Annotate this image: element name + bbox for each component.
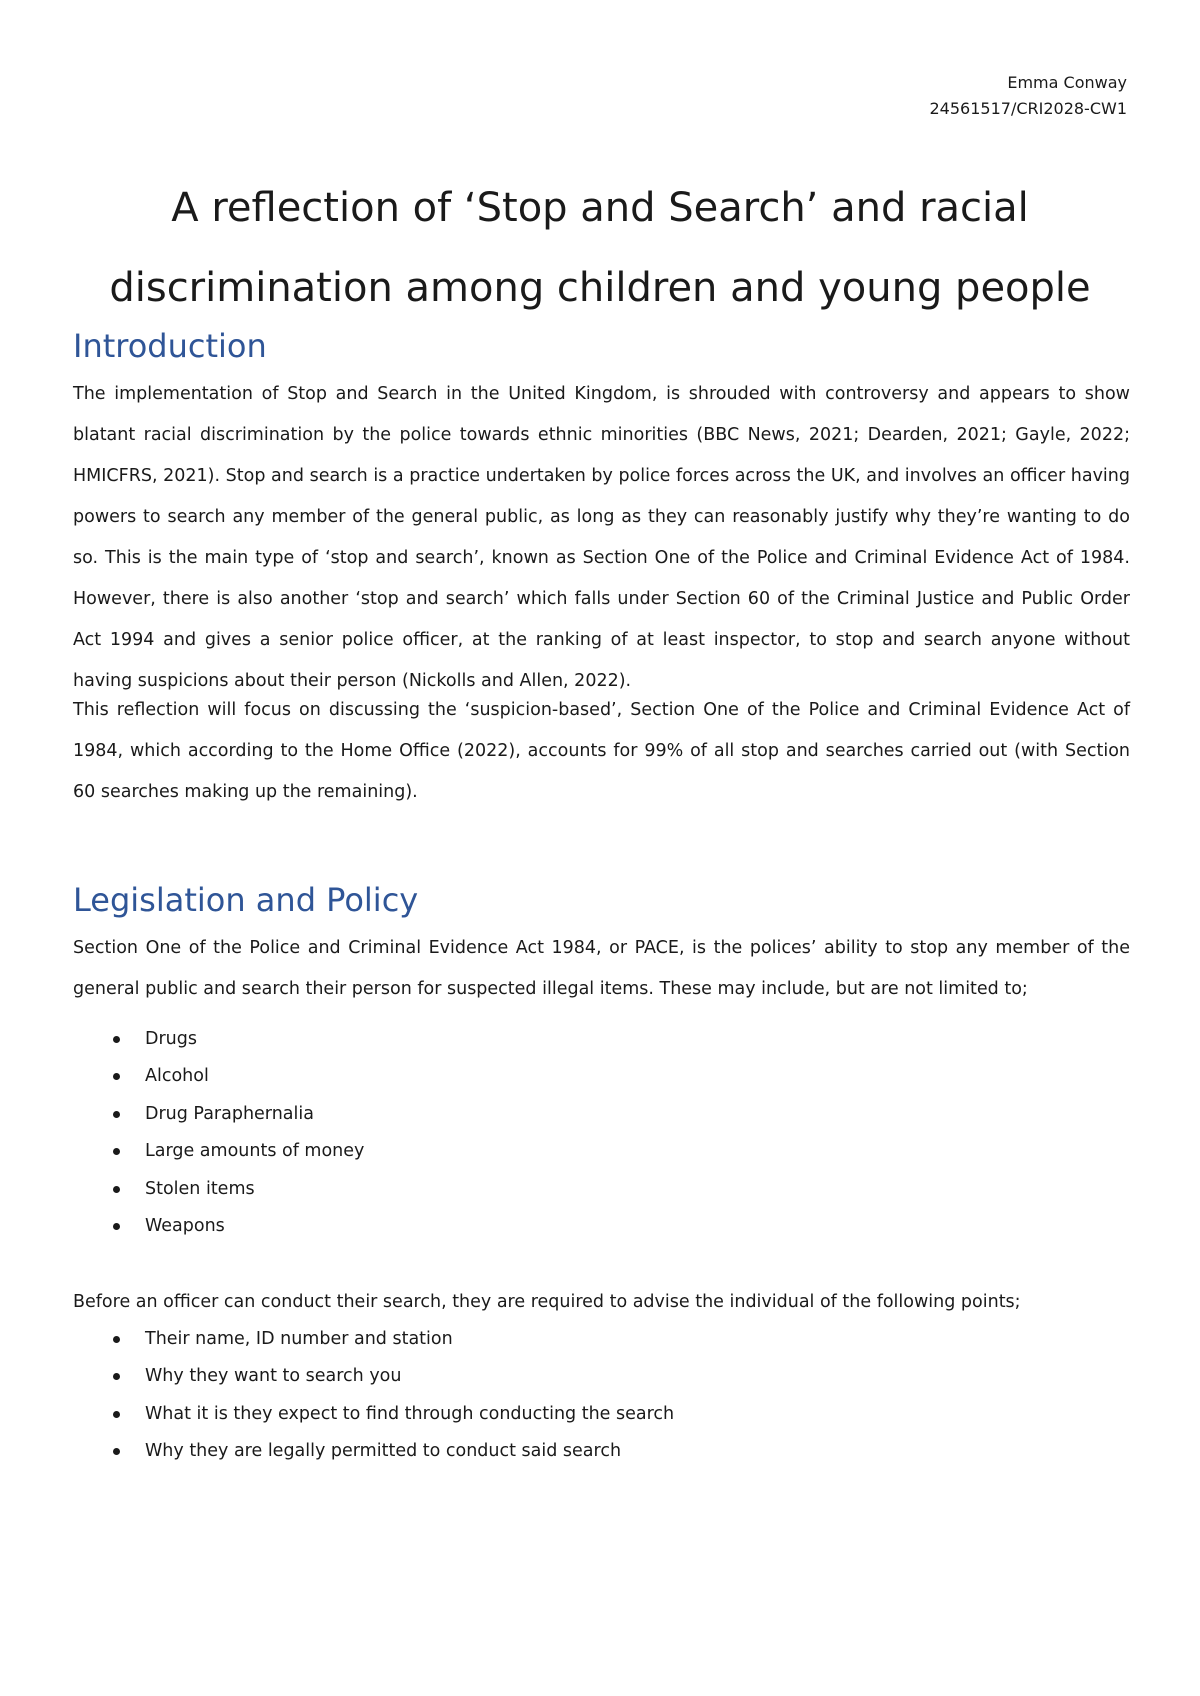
list-item: Stolen items [73, 1177, 255, 1201]
bullet-icon [113, 1411, 120, 1418]
introduction-paragraph-1: The implementation of Stop and Search in the United Kingdom, is shrouded with controversy and appears to show blatant racial discrimination by the police towards ethnic minorities (BBC News, 2021; Dearden, 2021; Gayle, 2022; HMICFRS, 2021). Stop and search is a practice undertaken by police forces across the UK, and involves an officer having powers to search any member of the general public, as long as they can reasonably justify why they’re wanting to do so. This is the main type of ‘stop and search’, known as Section One of the Police and Criminal Evidence Act of 1984. However, there is also another ‘stop and search’ which falls under Section 60 of the Criminal Justice and Public Order Act 1994 and gives a senior police officer, at the ranking of at least inspector, to stop and search anyone without having suspicions about their person (Nickolls and Allen, 2022). [73, 384, 1130, 691]
list-item: Why they are legally permitted to conduct said search [73, 1439, 621, 1463]
bullet-icon [113, 1148, 120, 1155]
bullet-icon [113, 1223, 120, 1230]
document-header [930, 70, 1128, 122]
list-item: What it is they expect to find through conducting the search [73, 1402, 674, 1426]
title-line-1: A reflection of ‘Stop and Search’ and racial [171, 185, 1029, 231]
list-item: Why they want to search you [73, 1364, 401, 1388]
bullet-icon [113, 1448, 120, 1455]
bullet-icon [113, 1073, 120, 1080]
bullet-icon [113, 1111, 120, 1118]
list-item: Their name, ID number and station [73, 1327, 453, 1351]
introduction-heading: Introduction [73, 327, 267, 365]
document-title [60, 168, 1140, 328]
title-line-2: discrimination among children and young people [109, 265, 1091, 311]
list-item: Drugs [73, 1027, 197, 1051]
bullet-icon [113, 1036, 120, 1043]
introduction-paragraph-2: This reflection will focus on discussing the ‘suspicion-based’, Section One of the Police and Criminal Evidence Act of 1984, which according to the Home Office (2022), accounts for 99% of all stop and searches carried out (with Section 60 searches making up the remaining). [73, 700, 1130, 802]
list-item: Weapons [73, 1214, 225, 1238]
legislation-heading: Legislation and Policy [73, 881, 419, 919]
legislation-paragraph-1: Section One of the Police and Criminal Evidence Act 1984, or PACE, is the polices’ ability to stop any member of the general public and search their person for suspected illegal items. These may include, but are not limited to; [73, 938, 1130, 999]
student-reference: 24561517/CRI2028-CW1 [929, 99, 1127, 118]
bullet-icon [113, 1336, 120, 1343]
list-item: Alcohol [73, 1064, 209, 1088]
list-item: Large amounts of money [73, 1139, 364, 1163]
list-item: Drug Paraphernalia [73, 1102, 314, 1126]
bullet-icon [113, 1373, 120, 1380]
author-name: Emma Conway [1007, 73, 1127, 92]
bullet-icon [113, 1186, 120, 1193]
legislation-paragraph-2: Before an officer can conduct their search, they are required to advise the individual of the following points; [73, 1292, 1021, 1312]
